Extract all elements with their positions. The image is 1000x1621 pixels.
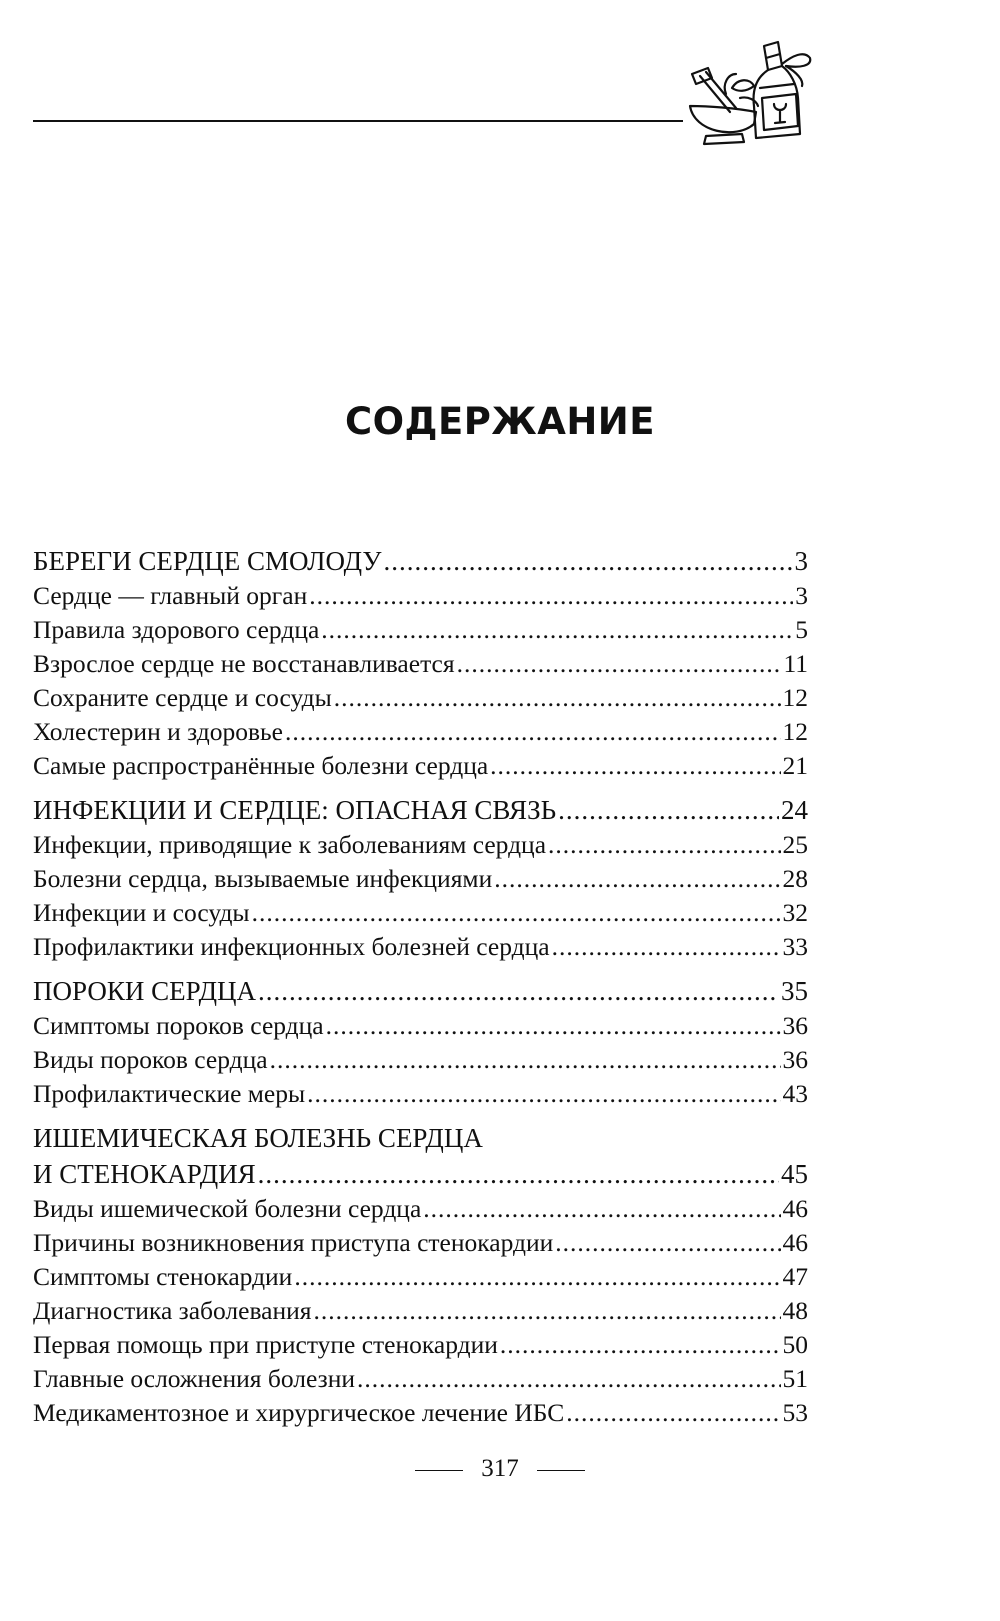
toc-entry-text: Сохраните сердце и сосуды <box>33 683 332 712</box>
toc-page-number: 3 <box>795 581 808 610</box>
toc-page-number: 36 <box>782 1045 808 1074</box>
footer-dash-left <box>415 1470 463 1471</box>
toc-entry-text: Холестерин и здоровье <box>33 717 283 746</box>
leader-dots <box>314 1294 781 1328</box>
toc-page-number: 12 <box>782 683 808 712</box>
toc-entry-text: Главные осложнения болезни <box>33 1364 356 1393</box>
toc-entry-text: Болезни сердца, вызываемые инфекциями <box>33 864 493 893</box>
toc-heading-text: ПОРОКИ СЕРДЦА <box>33 976 257 1006</box>
page-title: СОДЕРЖАНИЕ <box>344 400 656 443</box>
toc-entry-text: Причины возникновения приступа стенокардии <box>33 1228 554 1257</box>
leader-dots <box>285 715 781 749</box>
toc-page-number: 33 <box>782 932 808 961</box>
leader-dots <box>423 1192 780 1226</box>
toc-page-number: 25 <box>782 830 808 859</box>
table-of-contents <box>33 543 808 1439</box>
toc-entry <box>33 715 808 749</box>
leader-dots <box>309 579 793 613</box>
toc-section <box>33 1120 808 1430</box>
toc-entry-text: Симптомы пороков сердца <box>33 1011 324 1040</box>
toc-heading <box>33 1120 808 1156</box>
leader-dots <box>552 930 781 964</box>
toc-page-number: 36 <box>782 1011 808 1040</box>
toc-entry <box>33 1362 808 1396</box>
toc-entry <box>33 1260 808 1294</box>
toc-entry-text: Инфекции и сосуды <box>33 898 250 927</box>
toc-heading-continued <box>33 1156 808 1192</box>
toc-section <box>33 543 808 783</box>
toc-heading <box>33 973 808 1009</box>
leader-dots <box>490 749 780 783</box>
toc-entry <box>33 862 808 896</box>
toc-heading-text: ИШЕМИЧЕСКАЯ БОЛЕЗНЬ СЕРДЦА <box>33 1123 483 1153</box>
page-footer <box>0 1455 1000 1483</box>
header-rule <box>33 120 683 122</box>
toc-entry-text: Профилактические меры <box>33 1079 306 1108</box>
leader-dots <box>566 1396 780 1430</box>
toc-page-number: 46 <box>782 1194 808 1223</box>
leader-dots <box>384 543 793 579</box>
toc-section <box>33 792 808 964</box>
toc-entry-text: Сердце — главный орган <box>33 581 308 610</box>
toc-heading-text: ИНФЕКЦИИ И СЕРДЦЕ: ОПАСНАЯ СВЯЗЬ <box>33 795 557 825</box>
toc-entry-text: Профилактики инфекционных болезней сердца <box>33 932 550 961</box>
toc-entry <box>33 1226 808 1260</box>
toc-page-number: 24 <box>781 795 808 825</box>
toc-page-number: 47 <box>782 1262 808 1291</box>
toc-page-number: 51 <box>782 1364 808 1393</box>
toc-page-number: 53 <box>782 1398 808 1427</box>
toc-entry-text: Симптомы стенокардии <box>33 1262 293 1291</box>
toc-page-number: 11 <box>783 649 808 678</box>
toc-entry-text: Медикаментозное и хирургическое лечение ИБС <box>33 1398 565 1427</box>
toc-page-number: 48 <box>782 1296 808 1325</box>
toc-entry-text: Самые распространённые болезни сердца <box>33 751 489 780</box>
leader-dots <box>258 973 779 1009</box>
toc-section <box>33 973 808 1111</box>
leader-dots <box>500 1328 781 1362</box>
toc-page-number: 5 <box>795 615 808 644</box>
toc-entry <box>33 613 808 647</box>
toc-entry <box>33 1009 808 1043</box>
toc-entry <box>33 647 808 681</box>
toc-page-number: 50 <box>782 1330 808 1359</box>
toc-page-number: 45 <box>781 1159 808 1189</box>
toc-page-number: 46 <box>782 1228 808 1257</box>
toc-entry <box>33 1328 808 1362</box>
leader-dots <box>357 1362 780 1396</box>
toc-page-number: 35 <box>781 976 808 1006</box>
toc-page-number: 3 <box>794 546 808 576</box>
leader-dots <box>321 613 793 647</box>
toc-entry <box>33 1077 808 1111</box>
toc-page-number: 28 <box>782 864 808 893</box>
leader-dots <box>494 862 780 896</box>
toc-page-number: 43 <box>782 1079 808 1108</box>
toc-entry <box>33 579 808 613</box>
toc-entry-text: Виды пороков сердца <box>33 1045 268 1074</box>
leader-dots <box>548 828 780 862</box>
leader-dots <box>326 1009 781 1043</box>
toc-entry-text: Диагностика заболевания <box>33 1296 312 1325</box>
toc-heading <box>33 792 808 828</box>
leader-dots <box>252 896 781 930</box>
toc-page-number: 21 <box>782 751 808 780</box>
toc-entry <box>33 896 808 930</box>
toc-entry-text: Первая помощь при приступе стенокардии <box>33 1330 498 1359</box>
page-number: 317 <box>481 1455 519 1482</box>
leader-dots <box>334 681 781 715</box>
leader-dots <box>307 1077 780 1111</box>
toc-entry <box>33 930 808 964</box>
toc-heading-text: И СТЕНОКАРДИЯ <box>33 1159 256 1189</box>
mortar-pestle-bottle-icon <box>686 28 816 146</box>
toc-heading <box>33 543 808 579</box>
leader-dots <box>270 1043 781 1077</box>
toc-entry <box>33 828 808 862</box>
toc-entry <box>33 681 808 715</box>
leader-dots <box>457 647 782 681</box>
leader-dots <box>258 1156 779 1192</box>
toc-entry <box>33 749 808 783</box>
toc-entry-text: Виды ишемической болезни сердца <box>33 1194 422 1223</box>
toc-heading-text: БЕРЕГИ СЕРДЦЕ СМОЛОДУ <box>33 546 382 576</box>
toc-page-number: 32 <box>782 898 808 927</box>
toc-page-number: 12 <box>782 717 808 746</box>
footer-dash-right <box>537 1470 585 1471</box>
toc-entry <box>33 1043 808 1077</box>
toc-entry <box>33 1192 808 1226</box>
leader-dots <box>555 1226 780 1260</box>
toc-entry <box>33 1294 808 1328</box>
toc-entry <box>33 1396 808 1430</box>
toc-entry-text: Инфекции, приводящие к заболеваниям сердца <box>33 830 547 859</box>
leader-dots <box>558 792 779 828</box>
toc-entry-text: Взрослое сердце не восстанавливается <box>33 649 455 678</box>
toc-entry-text: Правила здорового сердца <box>33 615 320 644</box>
leader-dots <box>294 1260 780 1294</box>
